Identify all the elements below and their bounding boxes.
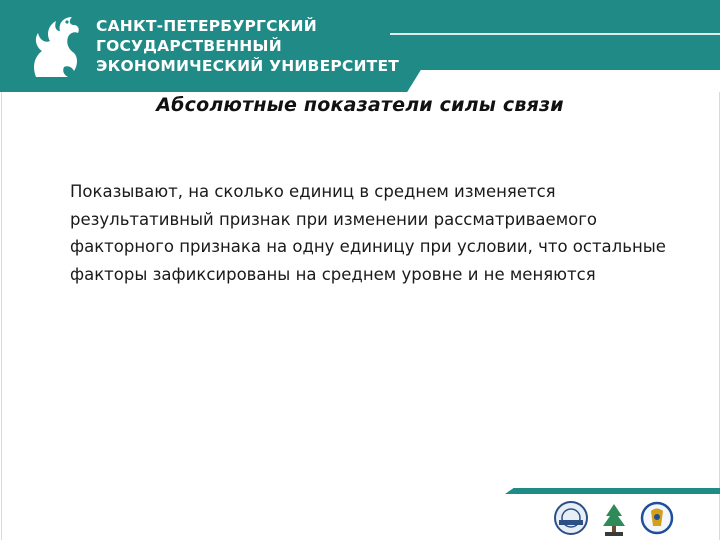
university-name: [96, 16, 399, 76]
header-cutout: [380, 70, 720, 92]
round-badge-icon: [639, 500, 675, 536]
university-name-line-1: САНКТ-ПЕТЕРБУРГСКИЙ: [96, 17, 317, 35]
footer-logos: [553, 500, 718, 538]
university-name-line-2: ГОСУДАРСТВЕННЫЙ: [96, 37, 282, 55]
slide-title: Абсолютные показатели силы связи: [156, 94, 564, 116]
slide-body-text: Показывают, на сколько единиц в среднем изменяется результативный признак при изменении рассматриваемого факторного признака на одну единицу при условии, что остальные факторы зафиксированы на среднем уровне и не меняются: [70, 182, 666, 284]
globe-seal-icon: [553, 500, 589, 536]
university-name-line-3: ЭКОНОМИЧЕСКИЙ УНИВЕРСИТЕТ: [96, 57, 400, 75]
footer-accent-bar: [505, 488, 720, 494]
tree-emblem-icon: [597, 500, 631, 538]
header-divider: [390, 33, 720, 35]
griffin-logo-icon: [22, 11, 84, 83]
